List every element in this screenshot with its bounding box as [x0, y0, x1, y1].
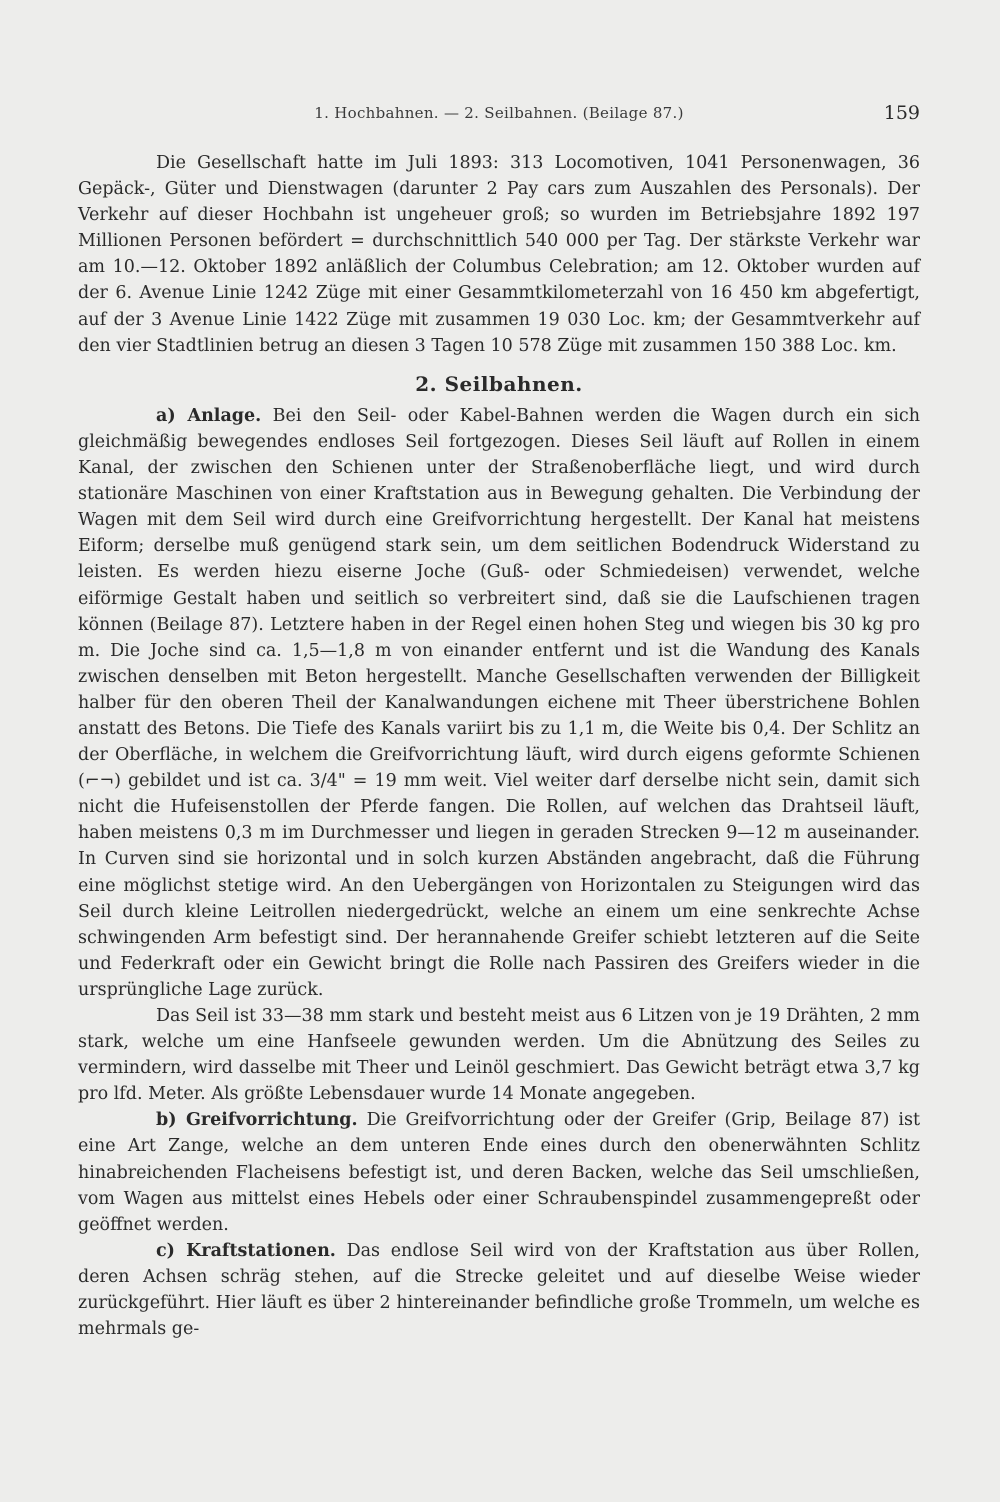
running-title: 1. Hochbahnen. — 2. Seilbahnen. (Beilage 87.)	[314, 104, 684, 122]
page-body	[78, 150, 920, 1342]
section-title: 2. Seilbahnen.	[415, 371, 583, 396]
subheading-kraftstationen: c) Kraftstationen.	[156, 1240, 336, 1261]
text-greifvorrichtung: Die Greifvorrichtung oder der Greifer (Grip, Beilage 87) ist eine Art Zange, welche an dem unteren Ende eines durch den obenerwähnten Schlitz hinabreichenden Flacheisens befestigt ist, und deren Backen, welche das Seil umschließen, vom Wagen aus mittelst eines Hebels oder einer Schraubenspindel zusammengepreßt oder geöffnet werden.	[78, 1110, 920, 1235]
subheading-greifvorrichtung: b) Greifvorrichtung.	[156, 1110, 358, 1131]
paragraph-kraftstationen	[78, 1238, 920, 1342]
subheading-anlage: a) Anlage.	[156, 405, 262, 426]
paragraph-greifvorrichtung	[78, 1107, 920, 1237]
text-anlage: Bei den Seil- oder Kabel-Bahnen werden die Wagen durch ein sich gleichmäßig bewegendes endloses Seil fortgezogen. Dieses Seil läuft auf Rollen in einem Kanal, der zwischen den Schienen unter der Straßenoberfläche liegt, und wird durch stationäre Maschinen von einer Kraftstation aus in Bewegung gehalten. Die Verbindung der Wagen mit dem Seil wird durch eine Greifvorrichtung hergestellt. Der Kanal hat meistens Eiform; derselbe muß genügend stark sein, um dem seitlichen Bodendruck Widerstand zu leisten. Es werden hiezu eiserne Joche (Guß- oder Schmiedeisen) verwendet, welche eiförmige Gestalt haben und seitlich so verbreitert sind, daß sie die Laufschienen tragen können (Beilage 87). Letztere haben in der Regel einen hohen Steg und wiegen bis 30 kg pro m. Die Joche sind ca. 1,5—1,8 m von einander entfernt und ist die Wandung des Kanals zwischen denselben mit Beton hergestellt. Manche Gesellschaften verwenden der Billigkeit halber für den oberen Theil der Kanalwandungen eichene mit Theer überstrichene Bohlen anstatt des Betons. Die Tiefe des Kanals variirt bis zu 1,1 m, die Weite bis 0,4. Der Schlitz an der Oberfläche, in welchem die Greifvorrichtung läuft, wird durch eigens geformte Schienen (⌐¬) gebildet und ist ca. 3/4" = 19 mm weit. Viel weiter darf derselbe nicht sein, damit sich nicht die Hufeisenstollen der Pferde fangen. Die Rollen, auf welchen das Drahtseil läuft, haben meistens 0,3 m im Durchmesser und liegen in geraden Strecken 9—12 m auseinander. In Curven sind sie horizontal und in solch kurzen Abständen angebracht, daß die Führung eine möglichst stetige wird. An den Uebergängen von Horizontalen zu Steigungen wird das Seil durch kleine Leitrollen niedergedrückt, welche an einem um eine senkrechte Achse schwingenden Arm befestigt sind. Der herannahende Greifer schiebt letzteren auf die Seite und Federkraft oder ein Gewicht bringt die Rolle nach Passiren des Greifers wieder in die ursprüngliche Lage zurück.	[78, 405, 920, 1000]
paragraph-company-stats: Die Gesellschaft hatte im Juli 1893: 313 Locomotiven, 1041 Personenwagen, 36 Gepäck-, Güter und Dienstwagen (darunter 2 Pay cars zum Auszahlen des Personals). Der Verkehr auf dieser Hochbahn ist ungeheuer groß; so wurden im Betriebsjahre 1892 197 Millionen Personen befördert = durchschnittlich 540 000 per Tag. Der stärkste Verkehr war am 10.—12. Oktober 1892 anläßlich der Columbus Celebration; am 12. Oktober wurden auf der 6. Avenue Linie 1242 Züge mit einer Gesammtkilometerzahl von 16 450 km abgefertigt, auf der 3 Avenue Linie 1422 Züge mit zusammen 19 030 Loc. km; der Gesammtverkehr auf den vier Stadtlinien betrug an diesen 3 Tagen 10 578 Züge mit zusammen 150 388 Loc. km.	[78, 153, 920, 356]
paragraph-seil: Das Seil ist 33—38 mm stark und besteht meist aus 6 Litzen von je 19 Drähten, 2 mm stark, welche um eine Hanfseele gewunden werden. Um die Abnützung des Seiles zu vermindern, wird dasselbe mit Theer und Leinöl geschmiert. Das Gewicht beträgt etwa 3,7 kg pro lfd. Meter. Als größte Lebensdauer wurde 14 Monate angegeben.	[78, 1006, 920, 1105]
page-number: 159	[883, 102, 920, 124]
page-header	[78, 104, 920, 130]
paragraph-anlage	[78, 403, 920, 1003]
text-kraftstationen: Das endlose Seil wird von der Kraftstation aus über Rollen, deren Achsen schräg stehen, auf die Strecke geleitet und auf dieselbe Weise wieder zurückgeführt. Hier läuft es über 2 hintereinander befindliche große Trommeln, um welche es mehrmals ge-	[78, 1240, 920, 1340]
